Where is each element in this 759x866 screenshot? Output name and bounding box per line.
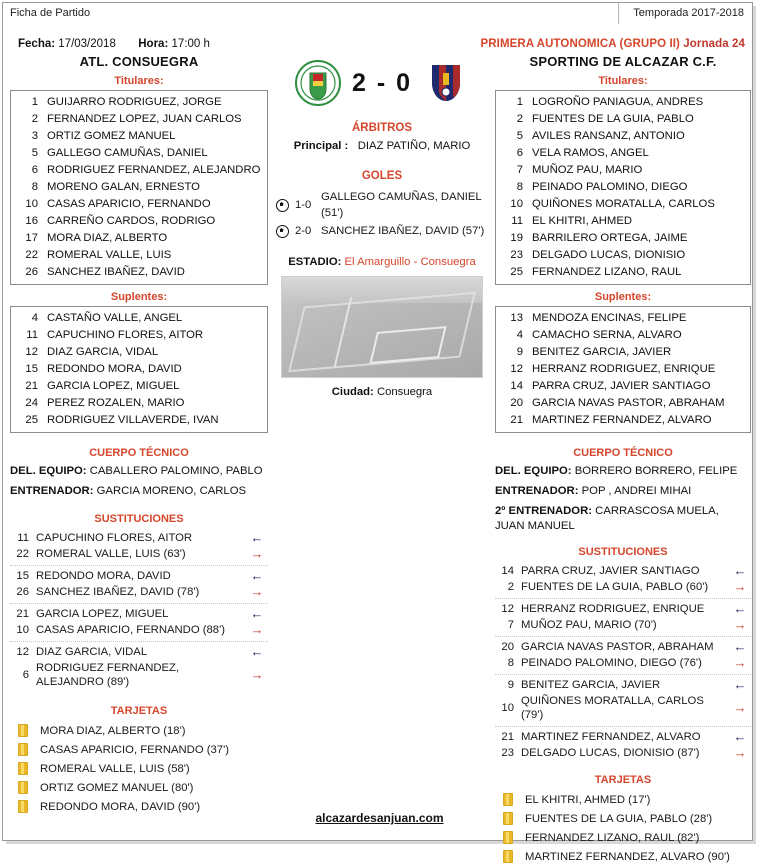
away-team-column	[495, 54, 751, 866]
player-name: BENITEZ GARCIA, JAVIER	[521, 679, 661, 691]
player-name: BARRILERO ORTEGA, JAIME	[532, 232, 688, 244]
player-name: CASAS APARICIO, FERNANDO	[47, 198, 211, 210]
player-name: GARCIA LOPEZ, MIGUEL	[36, 608, 169, 620]
arrow-out-icon: →	[250, 667, 264, 682]
referee-principal	[272, 140, 492, 152]
home-substitutions-heading: SUSTITUCIONES	[94, 513, 184, 525]
staff-row	[495, 464, 751, 479]
player-number: 8	[31, 181, 38, 193]
substitution-pair	[10, 528, 268, 566]
player-name: FERNANDEZ LIZANO, RAUL	[532, 266, 682, 278]
home-cards-heading: TARJETAS	[110, 705, 168, 717]
player-number: 9	[507, 679, 514, 691]
player-name: ROMERAL VALLE, LUIS	[47, 249, 172, 261]
player-name: RODRIGUEZ FERNANDEZ, ALEJANDRO (89')	[36, 662, 180, 688]
roster-row	[496, 327, 750, 344]
player-number: 25	[510, 266, 523, 278]
player-number: 10	[501, 702, 514, 714]
roster-row	[11, 213, 267, 230]
staff-name: CARRASCOSA MUELA, JUAN MANUEL	[495, 505, 719, 532]
yellow-card-icon	[18, 743, 28, 756]
photo-penalty-box	[369, 326, 446, 364]
roster-row	[496, 162, 750, 179]
player-number: 12	[25, 346, 38, 358]
player-number: 4	[516, 329, 523, 341]
competition-name: PRIMERA AUTONOMICA (GRUPO II)	[480, 38, 680, 50]
roster-row	[496, 310, 750, 327]
substitution-in-row	[495, 601, 751, 617]
window-shadow-right	[753, 6, 756, 841]
player-number: 22	[25, 249, 38, 261]
player-number: 14	[510, 380, 523, 392]
player-number: 24	[25, 397, 38, 409]
player-name: CAPUCHINO FLORES, AITOR	[36, 532, 193, 544]
player-name: MORENO GALAN, ERNESTO	[47, 181, 200, 193]
player-number: 26	[16, 586, 29, 598]
arrow-in-icon: ←	[250, 644, 264, 659]
player-number: 21	[16, 608, 29, 620]
roster-row	[496, 128, 750, 145]
roster-row	[11, 111, 267, 128]
roster-row	[496, 179, 750, 196]
substitution-out-row	[10, 660, 268, 690]
player-number: 17	[25, 232, 38, 244]
card-row	[10, 778, 268, 797]
player-name: GARCIA NAVAS PASTOR, ABRAHAM	[532, 397, 725, 409]
player-number: 2	[516, 113, 523, 125]
player-name: CASAS APARICIO, FERNANDO (88')	[36, 624, 226, 636]
substitution-out-row	[495, 579, 751, 595]
card-player-name: CASAS APARICIO, FERNANDO (37')	[40, 743, 230, 756]
substitution-pair	[495, 561, 751, 599]
football-icon	[276, 225, 289, 238]
staff-row	[10, 484, 268, 499]
player-number: 25	[25, 414, 38, 426]
card-row	[495, 847, 751, 866]
player-number: 14	[501, 565, 514, 577]
substitution-pair	[495, 675, 751, 727]
player-number: 15	[16, 570, 29, 582]
arrow-out-icon: →	[250, 546, 264, 561]
away-substitutions-list	[495, 561, 751, 764]
arrow-out-icon: →	[733, 700, 747, 715]
stadium-label: ESTADIO:	[288, 256, 342, 268]
arrow-in-icon: ←	[250, 568, 264, 583]
window-tabbar	[2, 2, 753, 25]
staff-role: ENTRENADOR:	[10, 485, 94, 497]
home-substitutes-list	[10, 306, 268, 433]
player-number: 1	[516, 96, 523, 108]
referees-heading: ÁRBITROS	[351, 122, 413, 134]
card-row	[495, 828, 751, 847]
home-crest-icon	[294, 59, 342, 107]
player-name: GUIJARRO RODRIGUEZ, JORGE	[47, 96, 222, 108]
player-name: FUENTES DE LA GUIA, PABLO (60')	[521, 581, 709, 593]
player-name: PARRA CRUZ, JAVIER SANTIAGO	[521, 565, 700, 577]
player-number: 21	[501, 731, 514, 743]
player-name: CAPUCHINO FLORES, AITOR	[47, 329, 204, 341]
player-name: VELA RAMOS, ANGEL	[532, 147, 649, 159]
home-team-column	[10, 54, 268, 816]
goal-score: 1-0	[295, 199, 312, 211]
player-number: 4	[31, 312, 38, 324]
player-name: CARREÑO CARDOS, RODRIGO	[47, 215, 216, 227]
card-player-name: REDONDO MORA, DAVID (90')	[40, 800, 201, 813]
card-player-name: FUENTES DE LA GUIA, PABLO (28')	[525, 812, 713, 825]
roster-row	[11, 196, 267, 213]
arrow-in-icon: ←	[250, 530, 264, 545]
arrow-in-icon: ←	[250, 606, 264, 621]
arrow-in-icon: ←	[733, 729, 747, 744]
staff-row	[10, 464, 268, 479]
player-number: 12	[501, 603, 514, 615]
goal-score: 2-0	[295, 225, 312, 237]
roster-row	[496, 230, 750, 247]
roster-row	[11, 412, 267, 429]
roster-row	[496, 344, 750, 361]
home-starters-heading: Titulares:	[114, 75, 164, 87]
staff-role: DEL. EQUIPO:	[495, 465, 572, 477]
roster-row	[11, 179, 267, 196]
player-name: DIAZ GARCIA, VIDAL	[36, 646, 148, 658]
home-staff-list	[10, 464, 268, 499]
player-number: 12	[510, 363, 523, 375]
player-number: 12	[16, 646, 29, 658]
staff-role: 2º ENTRENADOR:	[495, 505, 593, 517]
roster-row	[11, 247, 267, 264]
match-meta	[18, 38, 210, 50]
player-number: 5	[516, 130, 523, 142]
staff-role: DEL. EQUIPO:	[10, 465, 87, 477]
arrow-in-icon: ←	[733, 639, 747, 654]
player-name: GARCIA LOPEZ, MIGUEL	[47, 380, 180, 392]
home-staff-heading: CUERPO TÉCNICO	[89, 447, 189, 459]
player-number: 11	[17, 532, 29, 544]
city-line	[272, 386, 492, 398]
home-team-name: ATL. CONSUEGRA	[79, 54, 199, 69]
date-label: Fecha:	[18, 38, 56, 50]
player-name: MUÑOZ PAU, MARIO	[532, 164, 643, 176]
player-number: 20	[501, 641, 514, 653]
substitution-in-row	[495, 729, 751, 745]
yellow-card-icon	[503, 793, 513, 806]
player-number: 6	[516, 147, 523, 159]
referee-principal-name: DIAZ PATIÑO, MARIO	[357, 140, 471, 152]
player-name: PEREZ ROZALEN, MARIO	[47, 397, 185, 409]
roster-row	[11, 378, 267, 395]
roster-row	[496, 94, 750, 111]
player-name: SANCHEZ IBAÑEZ, DAVID	[47, 266, 185, 278]
substitution-out-row	[495, 617, 751, 633]
player-number: 5	[31, 147, 38, 159]
player-name: ORTIZ GOMEZ MANUEL	[47, 130, 176, 142]
substitution-pair	[10, 566, 268, 604]
roster-row	[11, 264, 267, 281]
player-name: FUENTES DE LA GUIA, PABLO	[532, 113, 694, 125]
arrow-in-icon: ←	[733, 563, 747, 578]
roster-row	[11, 344, 267, 361]
card-row	[10, 721, 268, 740]
arrow-in-icon: ←	[733, 677, 747, 692]
away-crest-icon	[422, 59, 470, 107]
yellow-card-icon	[18, 762, 28, 775]
matchday-label: Jornada 24	[683, 38, 745, 50]
city-name: Consuegra	[376, 386, 433, 398]
player-name: RODRIGUEZ FERNANDEZ, ALEJANDRO	[47, 164, 261, 176]
tab-title: Ficha de Partido	[10, 7, 91, 19]
staff-row	[495, 504, 751, 534]
roster-row	[496, 247, 750, 264]
player-name: MORA DIAZ, ALBERTO	[47, 232, 168, 244]
substitution-in-row	[10, 644, 268, 660]
roster-row	[496, 378, 750, 395]
home-substitutions-list	[10, 528, 268, 693]
roster-row	[496, 145, 750, 162]
player-number: 10	[25, 198, 38, 210]
card-row	[10, 759, 268, 778]
substitution-in-row	[10, 530, 268, 546]
roster-row	[496, 395, 750, 412]
player-number: 16	[25, 215, 38, 227]
player-name: HERRANZ RODRIGUEZ, ENRIQUE	[521, 603, 705, 615]
yellow-card-icon	[18, 781, 28, 794]
card-row	[10, 740, 268, 759]
staff-name: CABALLERO PALOMINO, PABLO	[86, 465, 263, 477]
player-name: SANCHEZ IBAÑEZ, DAVID (78')	[36, 586, 200, 598]
staff-name: POP , ANDREI MIHAI	[578, 485, 692, 497]
substitution-out-row	[495, 693, 751, 723]
player-name: PEINADO PALOMINO, DIEGO (76')	[521, 657, 702, 669]
player-name: QUIÑONES MORATALLA, CARLOS (79')	[521, 695, 704, 721]
home-cards-list	[10, 721, 268, 816]
time-value: 17:00 h	[171, 38, 210, 50]
player-number: 15	[25, 363, 38, 375]
staff-role: ENTRENADOR:	[495, 485, 579, 497]
player-number: 23	[501, 747, 514, 759]
player-name: ROMERAL VALLE, LUIS (63')	[36, 548, 186, 560]
staff-name: GARCIA MORENO, CARLOS	[93, 485, 247, 497]
player-number: 6	[31, 164, 38, 176]
season-tab	[618, 3, 752, 26]
player-number: 11	[26, 329, 38, 341]
player-number: 2	[31, 113, 38, 125]
substitution-in-row	[495, 639, 751, 655]
substitution-out-row	[495, 655, 751, 671]
player-number: 21	[25, 380, 38, 392]
stadium-name: El Amarguillo - Consuegra	[344, 256, 476, 268]
player-name: GALLEGO CAMUÑAS, DANIEL	[47, 147, 208, 159]
arrow-out-icon: →	[733, 745, 747, 760]
player-name: CAMACHO SERNA, ALVARO	[532, 329, 682, 341]
away-substitutions-heading: SUSTITUCIONES	[578, 546, 668, 558]
player-name: AVILES RANSANZ, ANTONIO	[532, 130, 685, 142]
away-substitutes-list	[495, 306, 751, 433]
site-link[interactable]: alcazardesanjuan.com	[315, 811, 444, 825]
time-label: Hora:	[138, 38, 169, 50]
goals-list	[272, 188, 492, 240]
goal-row	[276, 188, 492, 222]
player-number: 7	[516, 164, 523, 176]
goal-scorer: GALLEGO CAMUÑAS, DANIEL (51')	[321, 191, 482, 219]
away-cards-heading: TARJETAS	[594, 774, 652, 786]
player-name: DELGADO LUCAS, DIONISIO (87')	[521, 747, 700, 759]
roster-row	[496, 412, 750, 429]
substitution-out-row	[10, 622, 268, 638]
substitution-out-row	[10, 584, 268, 600]
arrow-out-icon: →	[733, 617, 747, 632]
substitution-pair	[495, 599, 751, 637]
arrow-out-icon: →	[250, 584, 264, 599]
substitution-in-row	[495, 563, 751, 579]
yellow-card-icon	[503, 850, 513, 863]
player-number: 10	[510, 198, 523, 210]
home-starters-list	[10, 90, 268, 285]
player-number: 21	[510, 414, 523, 426]
player-number: 22	[16, 548, 29, 560]
substitution-in-row	[495, 677, 751, 693]
player-number: 11	[511, 215, 523, 227]
player-number: 2	[507, 581, 514, 593]
player-name: HERRANZ RODRIGUEZ, ENRIQUE	[532, 363, 716, 375]
player-name: LOGROÑO PANIAGUA, ANDRES	[532, 96, 704, 108]
competition-meta	[481, 38, 746, 50]
roster-row	[11, 395, 267, 412]
player-number: 8	[507, 657, 514, 669]
player-name: QUIÑONES MORATALLA, CARLOS	[532, 198, 715, 210]
player-name: MARTINEZ FERNANDEZ, ALVARO	[521, 731, 701, 743]
roster-row	[496, 196, 750, 213]
player-name: DELGADO LUCAS, DIONISIO	[532, 249, 686, 261]
card-player-name: MORA DIAZ, ALBERTO (18')	[40, 724, 186, 737]
arrow-out-icon: →	[733, 655, 747, 670]
substitution-pair	[495, 637, 751, 675]
roster-row	[496, 213, 750, 230]
substitution-pair	[10, 642, 268, 693]
substitution-in-row	[10, 568, 268, 584]
arrow-out-icon: →	[250, 622, 264, 637]
arrow-out-icon: →	[733, 579, 747, 594]
stadium-line	[272, 256, 492, 268]
player-number: 23	[510, 249, 523, 261]
player-name: REDONDO MORA, DAVID	[47, 363, 182, 375]
yellow-card-icon	[18, 724, 28, 737]
roster-row	[11, 230, 267, 247]
yellow-card-icon	[503, 831, 513, 844]
substitution-in-row	[10, 606, 268, 622]
city-label: Ciudad:	[331, 386, 374, 398]
player-name: PEINADO PALOMINO, DIEGO	[532, 181, 688, 193]
roster-row	[11, 310, 267, 327]
match-center-column	[272, 54, 492, 398]
goal-row	[276, 222, 492, 240]
card-player-name: FERNANDEZ LIZANO, RAUL (82')	[525, 831, 700, 844]
goals-heading: GOLES	[361, 170, 403, 182]
season-label: Temporada 2017-2018	[633, 7, 744, 19]
roster-row	[11, 327, 267, 344]
referee-principal-label: Principal :	[293, 140, 349, 152]
arrow-in-icon: ←	[733, 601, 747, 616]
substitution-out-row	[495, 745, 751, 761]
home-subs-heading: Suplentes:	[110, 291, 168, 303]
player-name: FERNANDEZ LOPEZ, JUAN CARLOS	[47, 113, 242, 125]
away-team-name: SPORTING DE ALCAZAR C.F.	[529, 54, 717, 69]
player-number: 10	[16, 624, 29, 636]
staff-name: BORRERO BORRERO, FELIPE	[571, 465, 738, 477]
away-cards-list	[495, 790, 751, 866]
player-name: BENITEZ GARCIA, JAVIER	[532, 346, 672, 358]
away-starters-list	[495, 90, 751, 285]
card-player-name: EL KHITRI, AHMED (17')	[525, 793, 651, 806]
player-number: 6	[22, 669, 29, 681]
player-name: MARTINEZ FERNANDEZ, ALVARO	[532, 414, 712, 426]
stadium-photo	[281, 276, 483, 378]
player-name: MUÑOZ PAU, MARIO (70')	[521, 619, 657, 631]
player-number: 3	[31, 130, 38, 142]
player-name: CASTAÑO VALLE, ANGEL	[47, 312, 183, 324]
roster-row	[11, 361, 267, 378]
substitution-pair	[10, 604, 268, 642]
player-number: 20	[510, 397, 523, 409]
card-player-name: MARTINEZ FERNANDEZ, ALVARO (90')	[525, 850, 730, 863]
player-name: PARRA CRUZ, JAVIER SANTIAGO	[532, 380, 711, 392]
player-number: 8	[516, 181, 523, 193]
player-name: RODRIGUEZ VILLAVERDE, IVAN	[47, 414, 219, 426]
player-name: DIAZ GARCIA, VIDAL	[47, 346, 159, 358]
player-number: 19	[510, 232, 523, 244]
away-staff-list	[495, 464, 751, 534]
player-number: 13	[510, 312, 523, 324]
player-number: 9	[516, 346, 523, 358]
card-player-name: ROMERAL VALLE, LUIS (58')	[40, 762, 190, 775]
substitution-out-row	[10, 546, 268, 562]
scoreboard	[272, 54, 492, 112]
roster-row	[11, 128, 267, 145]
player-number: 1	[31, 96, 38, 108]
roster-row	[11, 162, 267, 179]
score-display: 2 - 0	[351, 68, 413, 97]
player-number: 26	[25, 266, 38, 278]
away-subs-heading: Suplentes:	[594, 291, 652, 303]
player-name: MENDOZA ENCINAS, FELIPE	[532, 312, 687, 324]
player-name: GARCIA NAVAS PASTOR, ABRAHAM	[521, 641, 714, 653]
football-icon	[276, 199, 289, 212]
substitution-pair	[495, 727, 751, 764]
away-staff-heading: CUERPO TÉCNICO	[573, 447, 673, 459]
goal-scorer: SANCHEZ IBAÑEZ, DAVID (57')	[321, 225, 485, 237]
roster-row	[496, 111, 750, 128]
card-player-name: ORTIZ GOMEZ MANUEL (80')	[40, 781, 194, 794]
staff-row	[495, 484, 751, 499]
player-number: 7	[507, 619, 514, 631]
roster-row	[11, 94, 267, 111]
roster-row	[496, 264, 750, 281]
card-row	[495, 790, 751, 809]
roster-row	[496, 361, 750, 378]
away-starters-heading: Titulares:	[598, 75, 648, 87]
roster-row	[11, 145, 267, 162]
player-name: EL KHITRI, AHMED	[532, 215, 633, 227]
player-name: REDONDO MORA, DAVID	[36, 570, 171, 582]
date-value: 17/03/2018	[58, 38, 116, 50]
